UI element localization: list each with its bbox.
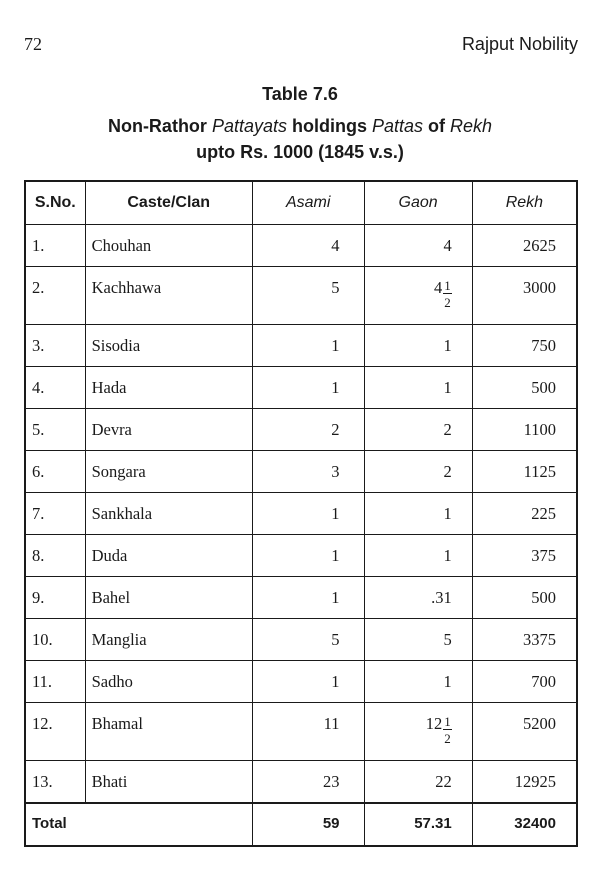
cell-asami: 3	[252, 451, 364, 493]
cell-gaon	[364, 619, 472, 661]
cell-rekh: 5200	[472, 703, 577, 761]
table-row	[25, 493, 577, 535]
caption-text: Non-Rathor	[107, 116, 212, 136]
cell-asami: 23	[252, 761, 364, 804]
gaon-whole: 1	[443, 336, 452, 355]
cell-rekh: 500	[472, 367, 577, 409]
table-row	[25, 761, 577, 804]
cell-gaon	[364, 661, 472, 703]
cell-gaon	[364, 325, 472, 367]
running-head: Rajput Nobility	[461, 34, 578, 54]
table-row	[25, 619, 577, 661]
cell-gaon	[364, 225, 472, 267]
cell-caste-clan: Chouhan	[85, 225, 252, 267]
cell-caste-clan: Devra	[85, 409, 252, 451]
fraction-denominator: 2	[444, 295, 451, 310]
total-asami: 59	[252, 803, 364, 846]
cell-gaon	[364, 493, 472, 535]
cell-caste-clan: Kachhawa	[85, 267, 252, 325]
cell-caste-clan: Duda	[85, 535, 252, 577]
gaon-whole: 1	[443, 672, 452, 691]
caption-text: holdings	[286, 116, 372, 136]
table-caption-line-2: upto Rs. 1000 (1845 v.s.)	[196, 142, 404, 162]
cell-asami: 1	[252, 367, 364, 409]
cell-sno: 11.	[25, 661, 85, 703]
table-row	[25, 325, 577, 367]
cell-gaon	[364, 761, 472, 804]
table-body	[25, 225, 577, 804]
pattayats-table	[24, 180, 578, 847]
total-row	[25, 803, 577, 846]
table-row	[25, 661, 577, 703]
cell-rekh: 700	[472, 661, 577, 703]
cell-rekh: 1125	[472, 451, 577, 493]
gaon-whole: 4	[433, 278, 443, 297]
cell-caste-clan: Sadho	[85, 661, 252, 703]
table-row	[25, 409, 577, 451]
cell-rekh: 1100	[472, 409, 577, 451]
table-row	[25, 451, 577, 493]
fraction-denominator: 2	[444, 731, 451, 746]
header-rekh: Rekh	[472, 181, 577, 225]
gaon-whole: 1	[443, 546, 452, 565]
cell-sno: 2.	[25, 267, 85, 325]
gaon-fraction	[443, 279, 452, 309]
cell-gaon	[364, 267, 472, 325]
table-label: Table 7.6	[262, 84, 338, 104]
cell-caste-clan: Sisodia	[85, 325, 252, 367]
caption-italic-pattas: Pattas	[371, 116, 424, 136]
gaon-whole: 4	[443, 236, 452, 255]
gaon-whole: 2	[443, 420, 452, 439]
header-gaon: Gaon	[364, 181, 472, 225]
gaon-whole: 5	[443, 630, 452, 649]
cell-asami: 5	[252, 619, 364, 661]
total-gaon: 57.31	[364, 803, 472, 846]
gaon-whole: 22	[435, 772, 452, 791]
table-caption-line-1	[0, 116, 600, 137]
cell-rekh: 750	[472, 325, 577, 367]
caption-text: of	[423, 116, 451, 136]
table-header-row	[25, 181, 577, 225]
cell-asami: 1	[252, 325, 364, 367]
table-row	[25, 267, 577, 325]
cell-rekh: 3375	[472, 619, 577, 661]
cell-sno: 10.	[25, 619, 85, 661]
fraction-numerator: 1	[444, 714, 451, 729]
table-row	[25, 703, 577, 761]
cell-rekh: 3000	[472, 267, 577, 325]
fraction-numerator: 1	[444, 278, 451, 293]
total-rekh: 32400	[472, 803, 577, 846]
cell-gaon	[364, 409, 472, 451]
cell-asami: 11	[252, 703, 364, 761]
cell-sno: 8.	[25, 535, 85, 577]
caption-italic-rekh: Rekh	[450, 116, 493, 136]
cell-rekh: 375	[472, 535, 577, 577]
cell-asami: 5	[252, 267, 364, 325]
cell-gaon	[364, 577, 472, 619]
cell-caste-clan: Bahel	[85, 577, 252, 619]
cell-gaon	[364, 703, 472, 761]
cell-asami: 1	[252, 661, 364, 703]
cell-caste-clan: Bhamal	[85, 703, 252, 761]
gaon-whole: .31	[431, 588, 452, 607]
cell-sno: 4.	[25, 367, 85, 409]
table-row	[25, 535, 577, 577]
cell-asami: 1	[252, 493, 364, 535]
gaon-whole: 1	[443, 378, 452, 397]
header-caste-clan: Caste/Clan	[85, 181, 252, 225]
table-row	[25, 577, 577, 619]
page-number: 72	[24, 34, 42, 54]
cell-asami: 4	[252, 225, 364, 267]
cell-rekh: 2625	[472, 225, 577, 267]
cell-caste-clan: Manglia	[85, 619, 252, 661]
caption-italic-pattayats: Pattayats	[211, 116, 287, 136]
gaon-whole: 1	[443, 504, 452, 523]
cell-sno: 12.	[25, 703, 85, 761]
cell-gaon	[364, 367, 472, 409]
cell-sno: 3.	[25, 325, 85, 367]
cell-sno: 5.	[25, 409, 85, 451]
cell-sno: 1.	[25, 225, 85, 267]
cell-sno: 13.	[25, 761, 85, 804]
cell-caste-clan: Sankhala	[85, 493, 252, 535]
cell-rekh: 12925	[472, 761, 577, 804]
table-row	[25, 225, 577, 267]
cell-rekh: 500	[472, 577, 577, 619]
cell-sno: 6.	[25, 451, 85, 493]
cell-caste-clan: Songara	[85, 451, 252, 493]
cell-sno: 7.	[25, 493, 85, 535]
gaon-whole: 2	[443, 462, 452, 481]
cell-asami: 1	[252, 535, 364, 577]
header-asami: Asami	[252, 181, 364, 225]
cell-asami: 2	[252, 409, 364, 451]
cell-caste-clan: Bhati	[85, 761, 252, 804]
cell-rekh: 225	[472, 493, 577, 535]
cell-gaon	[364, 451, 472, 493]
gaon-whole: 12	[425, 714, 443, 733]
gaon-fraction	[443, 715, 452, 745]
cell-asami: 1	[252, 577, 364, 619]
cell-gaon	[364, 535, 472, 577]
cell-caste-clan: Hada	[85, 367, 252, 409]
total-label: Total	[25, 803, 252, 846]
table-row	[25, 367, 577, 409]
cell-sno: 9.	[25, 577, 85, 619]
header-sno: S.No.	[25, 181, 85, 225]
